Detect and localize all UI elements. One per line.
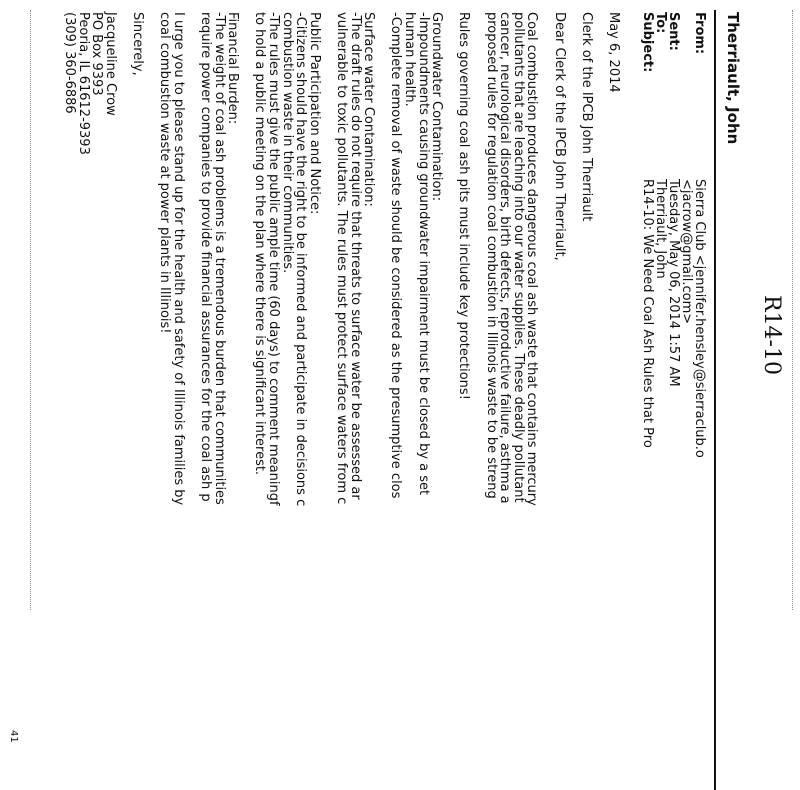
letter-line: -The draft rules do not require that threats to surface water be assessed ar — [347, 12, 363, 500]
letter-line: -Complete removal of waste should be considered as the presumptive clos — [388, 12, 404, 499]
letter-line: Dear Clerk of the IPCB John Therriault, — [551, 12, 567, 261]
meta-label: From: — [692, 12, 707, 55]
letter-line: vulnerable to toxic pollutants. The rules must protect surface waters from c — [334, 12, 349, 505]
meta-label: To: — [653, 12, 668, 34]
letter-line: PO Box 9393 — [89, 12, 105, 96]
letter-line: May 6, 2014 — [606, 12, 621, 93]
record-id: R14-10 — [759, 295, 784, 375]
letter-line: Surface water Contamination: — [361, 12, 377, 207]
letter-line: (309) 360-6886 — [62, 12, 77, 114]
page-number: 41 — [8, 730, 19, 743]
letter-line: Peoria, IL 61612-9393 — [75, 12, 91, 155]
letter-line: Sincerely, — [130, 12, 145, 76]
meta-value: Therriault, John — [653, 179, 668, 279]
letter-line: I urge you to please stand up for the health and safety of Illinois families by — [170, 12, 186, 506]
scan-edge — [30, 10, 31, 610]
letter-line: require power companies to provide financial assurances for the coal ash p — [198, 12, 213, 502]
letter-line: combustion waste in their communities. — [279, 12, 295, 274]
letter-line: Rules governing coal ash pits must include key protections! — [456, 12, 472, 400]
letter-line: to hold a public meeting on the plan where there is significant interest. — [252, 12, 268, 476]
letter-line: Clerk of the IPCB John Therriault — [578, 12, 594, 222]
meta-value: Sierra Club <jennifer.hensley@sierraclub.o — [692, 179, 707, 458]
letter-line: -The rules must give the public ample time (60 days) to comment meaningf — [266, 12, 281, 506]
rotated-document — [10, 10, 790, 770]
letter-line: pollutants that are leaching into our water supplies. These deadly pollutant — [510, 12, 526, 503]
sender-name: Therriault, John — [724, 12, 742, 145]
letter-line: coal combustion waste at power plants in Illinois! — [157, 12, 173, 334]
letter-line: Groundwater Contamination: — [429, 12, 445, 202]
meta-label: Sent: — [666, 12, 681, 51]
meta-label: Subject: — [640, 12, 655, 73]
letter-line: Jacqueline Crow — [102, 12, 118, 116]
header-rule — [714, 10, 716, 790]
letter-line: Coal combustion produces dangerous coal ash waste that contains mercury — [524, 12, 540, 506]
letter-line: Public Participation and Notice: — [306, 12, 322, 215]
letter-line: -The weight of coal ash problems is a tremendous burden that communities — [211, 12, 227, 505]
meta-value: <jacrow@gmail.com> — [679, 179, 694, 325]
letter-line: -Impoundments causing groundwater impairment must be closed by a set — [415, 12, 431, 496]
meta-value: R14-10: We Need Coal Ash Rules that Pro — [640, 179, 655, 448]
letter-line: -Citizens should have the right to be informed and participate in decisions c — [293, 12, 309, 507]
letter-line: proposed rules for regulation coal combustion in Illinois waste to be streng — [483, 12, 499, 499]
letter-line: cancer, neurological disorders, birth defects, reproductive failure, asthma a — [497, 12, 513, 504]
scan-edge — [792, 10, 793, 610]
letter-line: human health. — [402, 12, 417, 107]
meta-value: Tuesday, May 06, 2014 1:57 AM — [666, 179, 681, 387]
letter-line: Financial Burden: — [225, 12, 241, 125]
